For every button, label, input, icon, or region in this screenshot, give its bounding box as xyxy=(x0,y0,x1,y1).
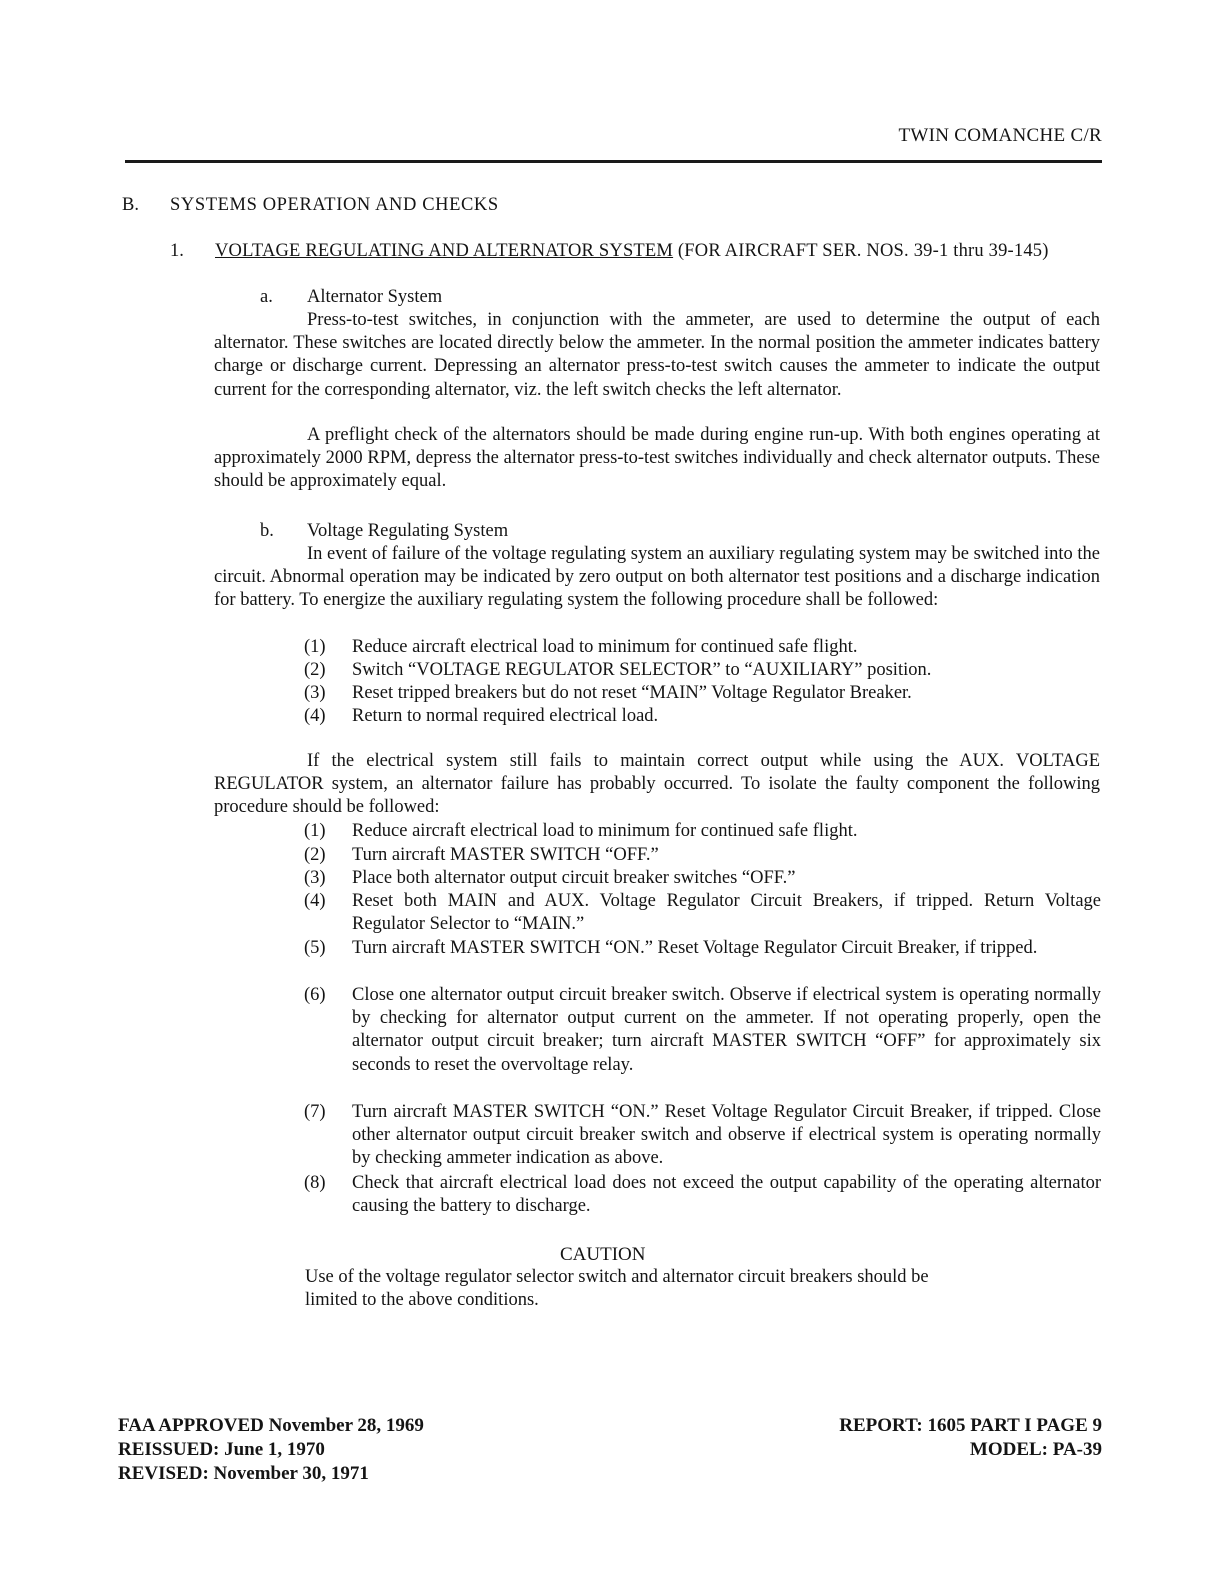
step-number: (4) xyxy=(304,706,326,726)
subsection-title xyxy=(215,240,1102,263)
part-b-heading: Voltage Regulating System xyxy=(307,521,509,541)
part-a-paragraph-2-text: A preflight check of the alternators should be made during engine run-up. With both engines operating at approximately 2000 RPM, depress the alternator press-to-test switches individually and check alternator outputs. These should be approximately equal. xyxy=(214,425,1100,492)
step-text: Turn aircraft MASTER SWITCH “OFF.” xyxy=(352,845,659,865)
subsection-number: 1. xyxy=(170,241,184,261)
step-number: (3) xyxy=(304,868,326,888)
footer-report: REPORT: 1605 PART I PAGE 9 xyxy=(839,1415,1102,1436)
part-b-paragraph-1-text: In event of failure of the voltage regulating system an auxiliary regulating system may be switched into the circuit. Abnormal operation may be indicated by zero output on both alternator test positions and a discharge indication for battery. To energize the auxiliary regulating system the following procedure shall be followed: xyxy=(214,544,1100,611)
footer-dates xyxy=(118,1414,424,1486)
section-letter: B. xyxy=(122,195,139,215)
step-text: Reset both MAIN and AUX. Voltage Regulator Circuit Breakers, if tripped. Return Voltage Regulator Selector to “MAIN.” xyxy=(352,891,1101,935)
footer-faa-approved: FAA APPROVED November 28, 1969 xyxy=(118,1415,424,1436)
step-text: Reduce aircraft electrical load to minimum for continued safe flight. xyxy=(352,637,858,657)
step-number: (6) xyxy=(304,985,326,1005)
step-number: (3) xyxy=(304,683,326,703)
step-number: (2) xyxy=(304,660,326,680)
step-text: Reduce aircraft electrical load to minimum for continued safe flight. xyxy=(352,821,858,841)
part-b-paragraph-2-text: If the electrical system still fails to maintain correct output while using the AUX. VOLTAGE REGULATOR system, an alternator failure has probably occurred. To isolate the faulty component the following procedure should be followed: xyxy=(214,751,1100,818)
part-b-paragraph-2 xyxy=(214,750,1100,820)
step-text: Reset tripped breakers but do not reset “MAIN” Voltage Regulator Breaker. xyxy=(352,683,912,703)
step-text: Switch “VOLTAGE REGULATOR SELECTOR” to “AUXILIARY” position. xyxy=(352,660,932,680)
footer-reissued: REISSUED: June 1, 1970 xyxy=(118,1439,325,1460)
subsection-title-rest: (FOR AIRCRAFT SER. NOS. 39-1 thru 39-145) xyxy=(673,241,1049,261)
header-rule xyxy=(125,160,1102,163)
caution-text: Use of the voltage regulator selector switch and alternator circuit breakers should be limited to the above conditions. xyxy=(305,1267,929,1311)
part-a-heading: Alternator System xyxy=(307,287,443,307)
part-a-label: a. xyxy=(260,287,273,307)
document-header-title: TWIN COMANCHE C/R xyxy=(898,125,1102,146)
part-a-paragraph-2 xyxy=(214,424,1100,494)
step-number: (8) xyxy=(304,1173,326,1193)
step-number: (2) xyxy=(304,845,326,865)
part-b-label: b. xyxy=(260,521,274,541)
part-a-paragraph-1-text: Press-to-test switches, in conjunction with the ammeter, are used to determine the output of each alternator. These switches are located directly below the ammeter. In the normal position the ammeter indicates battery charge or discharge current. Depressing an alternator press-to-test switch causes the ammeter to indicate the output current for the corresponding alternator, viz. the left switch checks the left alternator. xyxy=(214,310,1100,400)
step-text: Place both alternator output circuit breaker switches “OFF.” xyxy=(352,868,796,888)
part-a-paragraph-1 xyxy=(214,309,1100,402)
step-text: Return to normal required electrical load. xyxy=(352,706,659,726)
step-number: (1) xyxy=(304,637,326,657)
step-number: (5) xyxy=(304,938,326,958)
step-text: Turn aircraft MASTER SWITCH “ON.” Reset Voltage Regulator Circuit Breaker, if tripped. xyxy=(352,938,1038,958)
subsection-title-underlined: VOLTAGE REGULATING AND ALTERNATOR SYSTEM xyxy=(215,241,674,261)
caution-title: CAUTION xyxy=(560,1244,646,1265)
step-number: (1) xyxy=(304,821,326,841)
footer-report-info xyxy=(760,1414,1102,1462)
footer-model: MODEL: PA-39 xyxy=(969,1439,1102,1460)
step-number: (4) xyxy=(304,891,326,911)
step-text: Check that aircraft electrical load does not exceed the output capability of the operating alternator causing the battery to discharge. xyxy=(352,1173,1101,1217)
footer-revised: REVISED: November 30, 1971 xyxy=(118,1463,369,1484)
step-text: Close one alternator output circuit breaker switch. Observe if electrical system is operating normally by checking for alternator output current on the ammeter. If not operating properly, open the alternator output circuit breaker; turn aircraft MASTER SWITCH “OFF” for approximately six seconds to reset the overvoltage relay. xyxy=(352,985,1101,1075)
part-b-paragraph-1 xyxy=(214,543,1100,613)
step-number: (7) xyxy=(304,1102,326,1122)
section-title: SYSTEMS OPERATION AND CHECKS xyxy=(170,195,499,215)
step-text: Turn aircraft MASTER SWITCH “ON.” Reset Voltage Regulator Circuit Breaker, if tripped. Close other alternator output circuit breaker switch and observe if electrical system is operating normally by checking ammeter indication as above. xyxy=(352,1102,1101,1169)
